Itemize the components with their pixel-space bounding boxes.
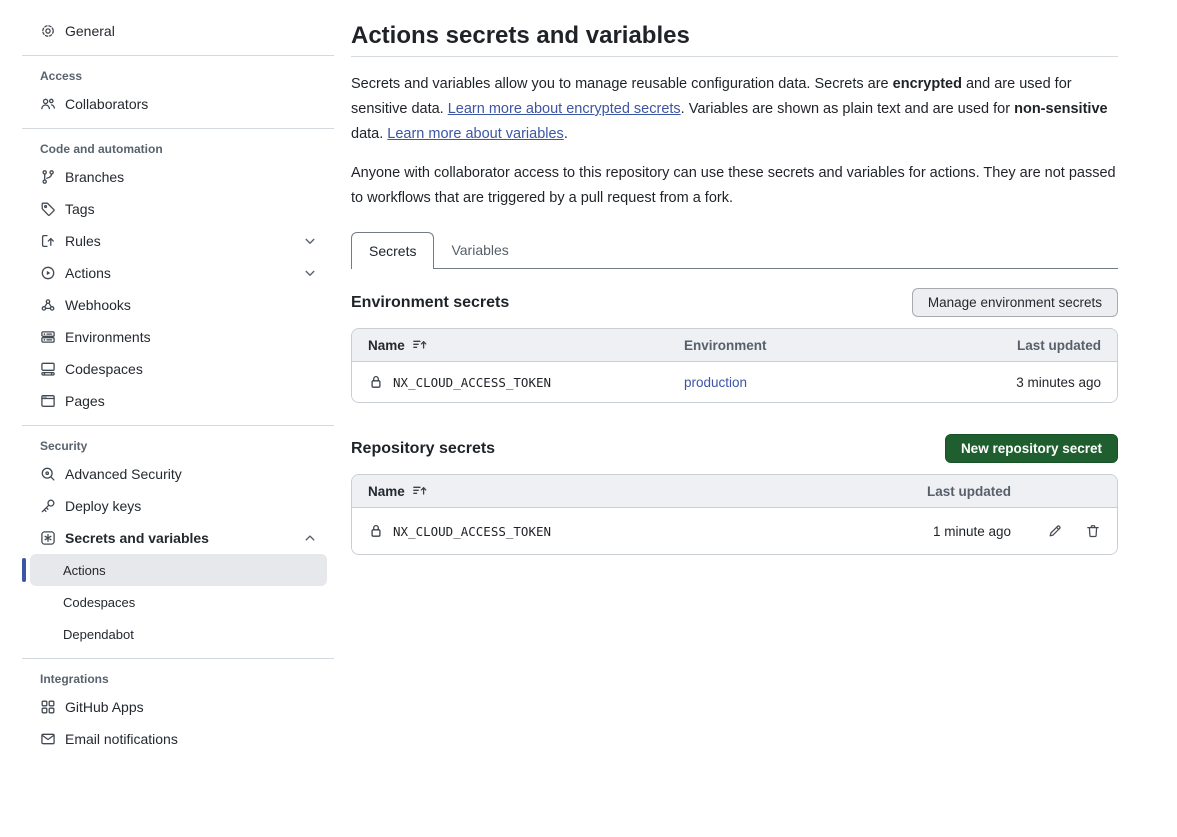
environment-secrets-table: [351, 328, 1118, 403]
sidebar-item-advanced-security[interactable]: [0, 458, 335, 490]
divider: [22, 128, 334, 129]
sidebar-item-label: Environments: [65, 329, 151, 345]
sidebar-item-label: Tags: [65, 201, 95, 217]
asterisk-box-icon: [40, 530, 56, 546]
tag-icon: [40, 201, 56, 217]
column-header-name: [368, 483, 927, 499]
play-circle-icon: [40, 265, 56, 281]
manage-environment-secrets-button[interactable]: Manage environment secrets: [912, 288, 1118, 317]
column-header-last-updated: Last updated: [926, 483, 1011, 499]
chevron-down-icon[interactable]: [302, 233, 318, 249]
gear-icon: [40, 23, 56, 39]
rules-icon: [40, 233, 56, 249]
sidebar-item-label: Actions: [65, 265, 111, 281]
git-branch-icon: [40, 169, 56, 185]
new-repository-secret-button[interactable]: New repository secret: [945, 434, 1118, 463]
apps-grid-icon: [40, 699, 56, 715]
intro-text-segment: data.: [351, 126, 388, 142]
column-header-environment: Environment: [684, 337, 767, 353]
sidebar-item-label: Webhooks: [65, 297, 131, 313]
chevron-down-icon[interactable]: [302, 265, 318, 281]
server-icon: [40, 329, 56, 345]
secret-name-cell: [368, 523, 933, 539]
column-header-name-label: Name: [368, 337, 405, 353]
divider: [22, 55, 334, 56]
section-label-integrations: Integrations: [40, 672, 109, 686]
section-label-security: Security: [40, 439, 88, 453]
sidebar-item-label: General: [65, 23, 115, 39]
table-row: [352, 507, 1117, 554]
sidebar-item-label: Deploy keys: [65, 498, 142, 514]
repository-secrets-table: [351, 474, 1118, 555]
sidebar-item-label: Pages: [65, 393, 105, 409]
row-actions: [1011, 523, 1101, 539]
sort-ascending-icon[interactable]: [412, 337, 428, 353]
divider: [22, 658, 334, 659]
repository-secrets-table-header: [352, 475, 1117, 507]
divider: [22, 425, 334, 426]
sidebar-item-label: Codespaces: [65, 361, 143, 377]
section-label-access: Access: [40, 69, 83, 83]
mail-icon: [40, 731, 56, 747]
secrets-variables-tabbar: [351, 222, 1118, 269]
key-icon: [40, 498, 56, 514]
intro-text-segment: and are used for sensitive data.: [351, 76, 1072, 117]
sidebar-item-label: Actions: [63, 562, 106, 578]
section-label-code-automation: Code and automation: [40, 142, 163, 156]
sidebar-subitem-dependabot[interactable]: [30, 618, 327, 650]
environment-link-production[interactable]: production: [684, 374, 748, 390]
sidebar-item-label: Email notifications: [65, 731, 178, 747]
tab-variables[interactable]: Variables: [451, 241, 509, 258]
main-content: [351, 0, 1118, 555]
sidebar-item-label: Rules: [65, 233, 101, 249]
sidebar-item-label: Secrets and variables: [65, 530, 209, 546]
sort-ascending-icon[interactable]: [412, 483, 428, 499]
sidebar-item-label: Dependabot: [63, 626, 134, 642]
sidebar-item-general[interactable]: [0, 15, 335, 47]
intro-paragraph-2: Anyone with collaborator access to this repository can use these secrets and variables for actions. They are not passed to workflows that are triggered by a pull request from a fork.: [351, 165, 1116, 206]
sidebar-item-label: GitHub Apps: [65, 699, 144, 715]
sidebar-item-label: Collaborators: [65, 96, 149, 112]
tab-secrets[interactable]: Secrets: [351, 232, 434, 269]
sidebar-item-webhooks[interactable]: [0, 289, 335, 321]
secret-name: NX_CLOUD_ACCESS_TOKEN: [393, 374, 552, 390]
delete-trash-icon[interactable]: [1085, 523, 1101, 539]
last-updated-value: 1 minute ago: [932, 523, 1011, 539]
sidebar-item-collaborators[interactable]: [0, 88, 335, 120]
sidebar-item-actions[interactable]: [0, 257, 335, 289]
environment-secrets-heading: Environment secrets: [351, 293, 510, 311]
page-title: Actions secrets and variables: [351, 22, 690, 49]
people-icon: [40, 96, 56, 112]
codespaces-icon: [40, 361, 56, 377]
sidebar-item-codespaces[interactable]: [0, 353, 335, 385]
repository-secrets-header: [351, 434, 1118, 463]
intro-text-segment: . Variables are shown as plain text and are used for: [680, 101, 1015, 117]
sidebar-subitem-codespaces[interactable]: [30, 586, 327, 618]
settings-sidebar: [0, 0, 335, 837]
sidebar-item-rules[interactable]: [0, 225, 335, 257]
divider: [351, 56, 1118, 57]
sidebar-item-github-apps[interactable]: [0, 691, 335, 723]
intro-paragraph-1: [351, 72, 1118, 147]
environment-secrets-header: [351, 288, 1118, 317]
column-header-name-label: Name: [368, 483, 405, 499]
sidebar-item-secrets-and-variables[interactable]: [0, 522, 335, 554]
intro-text: [351, 72, 1118, 211]
secret-name-cell: [368, 374, 684, 390]
link-learn-more-variables[interactable]: Learn more about variables: [387, 126, 564, 142]
webhook-icon: [40, 297, 56, 313]
chevron-up-icon[interactable]: [302, 530, 318, 546]
secret-name: NX_CLOUD_ACCESS_TOKEN: [393, 523, 552, 539]
sidebar-item-pages[interactable]: [0, 385, 335, 417]
sidebar-item-tags[interactable]: [0, 193, 335, 225]
sidebar-item-email-notifications[interactable]: [0, 723, 335, 755]
edit-pencil-icon[interactable]: [1047, 523, 1063, 539]
link-learn-more-encrypted-secrets[interactable]: Learn more about encrypted secrets: [447, 101, 681, 117]
intro-bold-encrypted: encrypted: [892, 76, 962, 92]
last-updated-value: 3 minutes ago: [1016, 374, 1101, 390]
table-row: [352, 361, 1117, 402]
environment-secrets-table-header: [352, 329, 1117, 361]
lock-icon: [368, 523, 384, 539]
repository-secrets-heading: Repository secrets: [351, 439, 496, 457]
browser-icon: [40, 393, 56, 409]
intro-text-segment: Secrets and variables allow you to manage reusable configuration data. Secrets are: [351, 76, 893, 92]
sidebar-item-deploy-keys[interactable]: [0, 490, 335, 522]
intro-bold-non-sensitive: non-sensitive: [1014, 101, 1108, 117]
lock-icon: [368, 374, 384, 390]
sidebar-subitem-actions[interactable]: [30, 554, 327, 586]
sidebar-item-branches[interactable]: [0, 161, 335, 193]
sidebar-item-environments[interactable]: [0, 321, 335, 353]
sidebar-item-label: Codespaces: [63, 594, 136, 610]
column-header-name: [368, 337, 684, 353]
sidebar-item-label: Advanced Security: [65, 466, 182, 482]
intro-text-segment: .: [563, 126, 568, 142]
column-header-last-updated: Last updated: [1016, 337, 1101, 353]
sidebar-item-label: Branches: [65, 169, 125, 185]
codescan-icon: [40, 466, 56, 482]
